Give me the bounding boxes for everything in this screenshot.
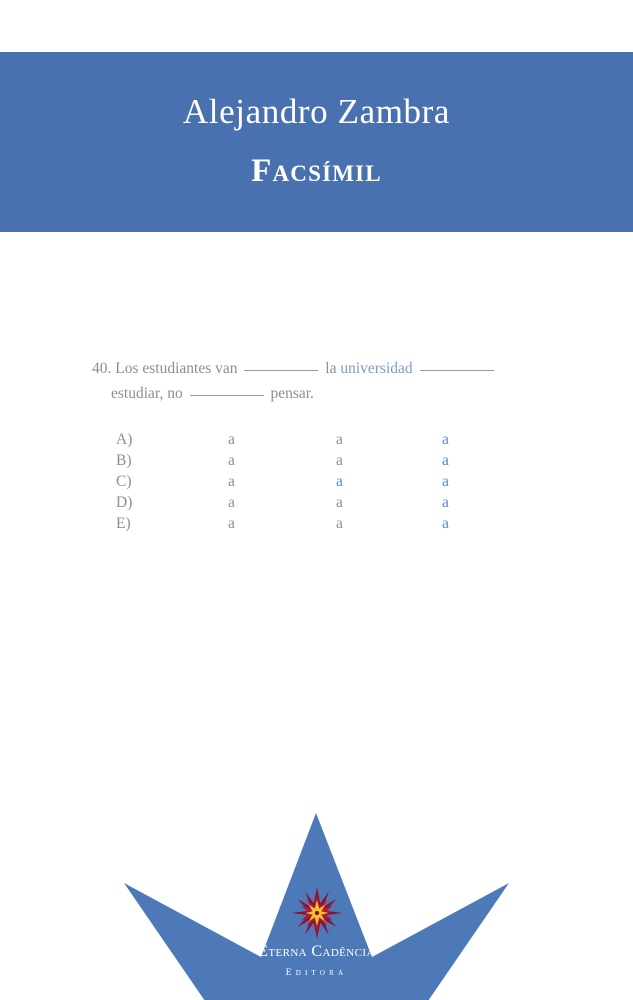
author-name: Alejandro Zambra — [182, 92, 451, 131]
option-letter-e: E) — [116, 514, 131, 532]
option-row-b[interactable] — [116, 450, 496, 471]
publisher-name: Eterna Cadência — [258, 943, 375, 960]
option-b-col1: a — [228, 451, 235, 469]
eterna-cadencia-star-icon — [290, 886, 344, 940]
question-text-4: pensar. — [270, 385, 314, 402]
option-a-col2: a — [336, 430, 343, 448]
option-e-col2: a — [336, 514, 343, 532]
option-e-col1: a — [228, 514, 235, 532]
question-blank-1[interactable] — [244, 370, 318, 371]
option-b-col2: a — [336, 451, 343, 469]
option-letter-c: C) — [116, 472, 132, 490]
option-letter-b: B) — [116, 451, 132, 469]
exam-question — [92, 356, 562, 406]
option-letter-a: A) — [116, 430, 133, 448]
option-b-col3: a — [442, 451, 449, 469]
question-line-1 — [92, 356, 562, 381]
question-text-1: Los estudiantes van — [115, 360, 238, 377]
question-blank-3[interactable] — [190, 395, 264, 396]
option-row-c[interactable] — [116, 471, 496, 492]
book-title: Facsímil — [251, 153, 382, 189]
option-row-a[interactable] — [116, 429, 496, 450]
option-a-col3: a — [442, 430, 449, 448]
question-line-2 — [92, 381, 562, 406]
option-c-col3: a — [442, 472, 449, 490]
question-highlight-word: universidad — [340, 360, 413, 377]
question-text-3: estudiar, no — [111, 385, 183, 402]
question-blank-2[interactable] — [420, 370, 494, 371]
question-text-2: la — [325, 360, 337, 377]
question-number: 40. — [92, 360, 112, 377]
option-c-col1: a — [228, 472, 235, 490]
option-letter-d: D) — [116, 493, 133, 511]
option-e-col3: a — [442, 514, 449, 532]
publisher-subtitle: Editora — [285, 968, 348, 978]
option-d-col3: a — [442, 493, 449, 511]
option-row-e[interactable] — [116, 513, 496, 534]
option-c-col2: a — [336, 472, 343, 490]
option-d-col1: a — [228, 493, 235, 511]
option-d-col2: a — [336, 493, 343, 511]
publisher-logo — [0, 886, 633, 979]
option-row-d[interactable] — [116, 492, 496, 513]
option-a-col1: a — [228, 430, 235, 448]
cover-header-band — [0, 52, 633, 232]
answer-options-grid — [116, 429, 496, 534]
